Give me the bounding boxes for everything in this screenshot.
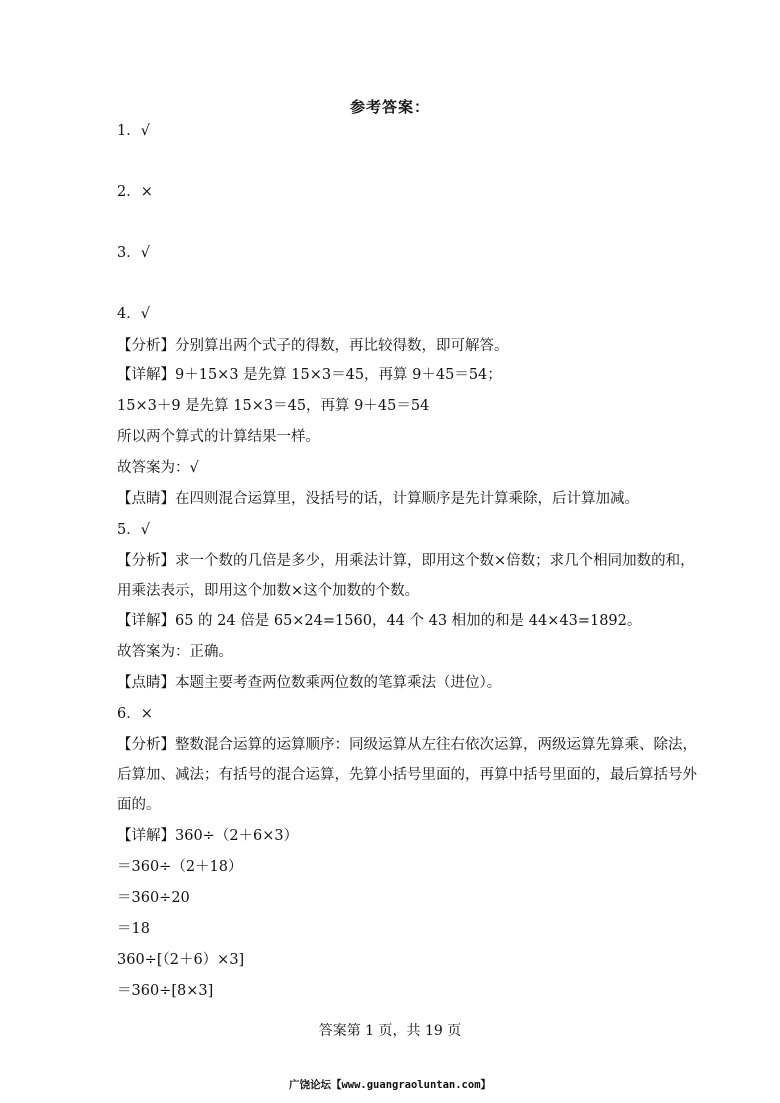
answer-line: 6．× <box>117 706 153 722</box>
answer-line: 【详解】65 的 24 倍是 65×24=1560，44 个 43 相加的和是 44×43=1892。 <box>117 613 642 629</box>
answer-line: ＝360÷（2＋18） <box>117 859 243 875</box>
answer-line: 后算加、减法；有括号的混合运算，先算小括号里面的，再算中括号里面的，最后算括号外 <box>117 767 697 783</box>
answer-line: 3．√ <box>117 245 150 261</box>
answer-line: ＝360÷[8×3] <box>117 983 214 999</box>
answer-line: 4．√ <box>117 306 150 322</box>
answer-line: 故答案为：正确。 <box>117 644 233 660</box>
page-title: 参考答案： <box>349 98 430 116</box>
answer-line: 15×3＋9 是先算 15×3＝45，再算 9＋45＝54 <box>117 398 430 414</box>
answer-line: 1．√ <box>117 123 150 139</box>
answer-line: 所以两个算式的计算结果一样。 <box>117 429 320 445</box>
answer-line: 【详解】9＋15×3 是先算 15×3＝45，再算 9＋45＝54； <box>117 367 502 383</box>
answer-line: ＝360÷20 <box>117 890 190 906</box>
answer-line: 【详解】360÷（2＋6×3） <box>117 828 299 844</box>
answer-line: 360÷[（2＋6）×3] <box>117 952 245 968</box>
answer-line: 【点睛】在四则混合运算里，没括号的话，计算顺序是先计算乘除，后计算加减。 <box>117 491 639 507</box>
page-footer: 答案第 1 页，共 19 页 <box>318 1023 462 1039</box>
answer-line: 2．× <box>117 184 153 200</box>
answer-line: 故答案为：√ <box>117 460 199 476</box>
answer-line: 【分析】分别算出两个式子的得数，再比较得数，即可解答。 <box>117 338 509 354</box>
answer-line: 【分析】求一个数的几倍是多少，用乘法计算，即用这个数×倍数；求几个相同加数的和， <box>117 553 695 569</box>
answer-line: 【点睛】本题主要考查两位数乘两位数的笔算乘法（进位）。 <box>117 675 502 691</box>
answer-line: 5．√ <box>117 522 150 538</box>
answer-line: 用乘法表示，即用这个加数×这个加数的个数。 <box>117 583 420 599</box>
answer-line: 【分析】整数混合运算的运算顺序：同级运算从左往右依次运算，两级运算先算乘、除法， <box>117 737 697 753</box>
watermark: 广饶论坛【www.guangraoluntan.com】 <box>288 1079 492 1091</box>
answer-line: 面的。 <box>117 797 161 813</box>
answer-line: ＝18 <box>117 921 150 937</box>
